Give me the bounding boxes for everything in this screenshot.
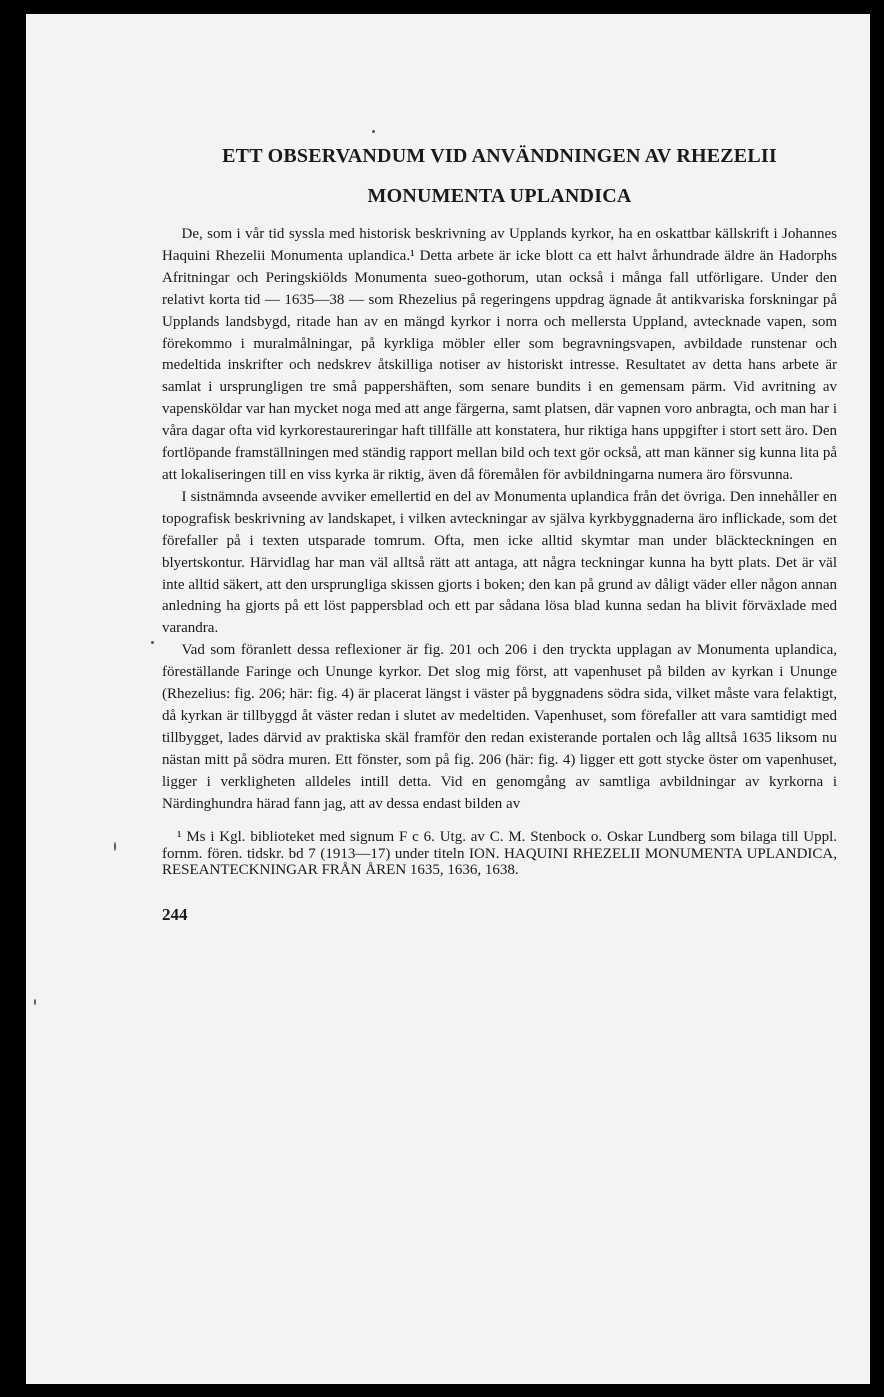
- paragraph-1: De, som i vår tid syssla med historisk beskrivning av Upplands kyrkor, ha en oskattbar källskrift i Johannes Haquini Rhezelii Monumenta uplandica.¹ Detta arbete är icke blott ca ett halvt århundrade äldre än Hadorphs Afritningar och Peringskiölds Monumenta sueo-gothorum, utan också i många fall utförligare. Under den relativt korta tid — 1635—38 — som Rhezelius på regeringens uppdrag ägnade åt antikvariska forskningar på Upplands landsbygd, ritade han av en mängd kyrkor i norra och mellersta Uppland, avtecknade vapen, som förekommo i muralmålningar, på kyrkliga möbler eller som begravningsvapen, avbildade runstenar och medeltida inskrifter och nedskrev åtskilliga notiser av historiskt intresse. Resultatet av detta hans arbete är samlat i ursprungligen tre små pappershäften, som senare bundits i en gemensam pärm. Vid avritning av vapensköldar var han mycket noga med att ange färgerna, samt platsen, där vapnen voro anbragta, och man har i våra dagar ofta vid kyrkorestaureringar haft tillfälle att konstatera, hur riktiga hans uppgifter i stort sett äro. Den fortlöpande framställningen med ständig rapport mellan bild och text gör också, att man känner sig kunna lita på att lokaliseringen till en viss kyrka är riktig, även då föremålen för avbildningarna numera äro försvunna.: [162, 226, 837, 483]
- article-title-line-2: MONUMENTA UPLANDICA: [367, 185, 632, 207]
- speck: [151, 641, 154, 644]
- page-number: 244: [162, 904, 188, 924]
- paragraph-2: I sistnämnda avseende avviker emellertid en del av Monumenta uplandica från det övriga. Den innehåller en topografisk beskrivning av landskapet, i vilken avteckningar av själva kyrkbyggnaderna äro inflickade, som det förefaller på i texten utsparade tomrum. Ofta, men icke alltid skymtar man under bläckteckningen en blyertskontur. Härvidlag har man väl alltså rätt att antaga, att några teckningar kunna ha bytt plats. Det är väl inte alltid säkert, att den ursprungliga skissen gjorts i boken; den kan på grund av dåligt väder eller någon annan anledning ha gjorts på ett löst pappersblad och ett par sådana lösa blad kunna sedan ha blivit förväxlade med varandra.: [162, 488, 837, 637]
- book-page: [26, 14, 870, 1384]
- paragraph-3: Vad som föranlett dessa reflexioner är fig. 201 och 206 i den tryckta upplagan av Monumenta uplandica, föreställande Faringe och Ununge kyrkor. Det slog mig först, att vapenhuset på bilden av kyrkan i Ununge (Rhezelius: fig. 206; här: fig. 4) är placerat längst i väster på byggnadens södra sida, vilket måste vara felaktigt, då kyrkan är tillbyggd åt väster redan i slutet av medeltiden. Vapenhuset, som förefaller att vara samtidigt med tillbygget, lades därvid av praktiska skäl framför den redan existerande portalen och låg alltså 1635 liksom nu nästan mitt på södra muren. Ett fönster, som på fig. 206 (här: fig. 4) ligger ett gott stycke öster om vapenhuset, ligger i verkligheten alldeles intill detta. Vid en genomgång av samtliga avbildningar av kyrkorna i Närdinghundra härad fann jag, att av dessa endast bilden av: [162, 642, 837, 812]
- speck: [372, 130, 375, 133]
- speck: [34, 999, 36, 1005]
- footnote-1: ¹ Ms i Kgl. biblioteket med signum F c 6. Utg. av C. M. Stenbock o. Oskar Lundberg som bilaga till Uppl. fornm. fören. tidskr. bd 7 (1913—17) under titeln ION. HAQUINI RHEZELII MONUMENTA UPLANDICA, RESEANTECKNINGAR FRÅN ÅREN 1635, 1636, 1638.: [162, 829, 837, 879]
- footnotes: [162, 829, 837, 879]
- article: [162, 136, 837, 925]
- article-title-line-1: ETT OBSERVANDUM VID ANVÄNDNINGEN AV RHEZELII: [222, 145, 777, 167]
- speck: [114, 842, 116, 851]
